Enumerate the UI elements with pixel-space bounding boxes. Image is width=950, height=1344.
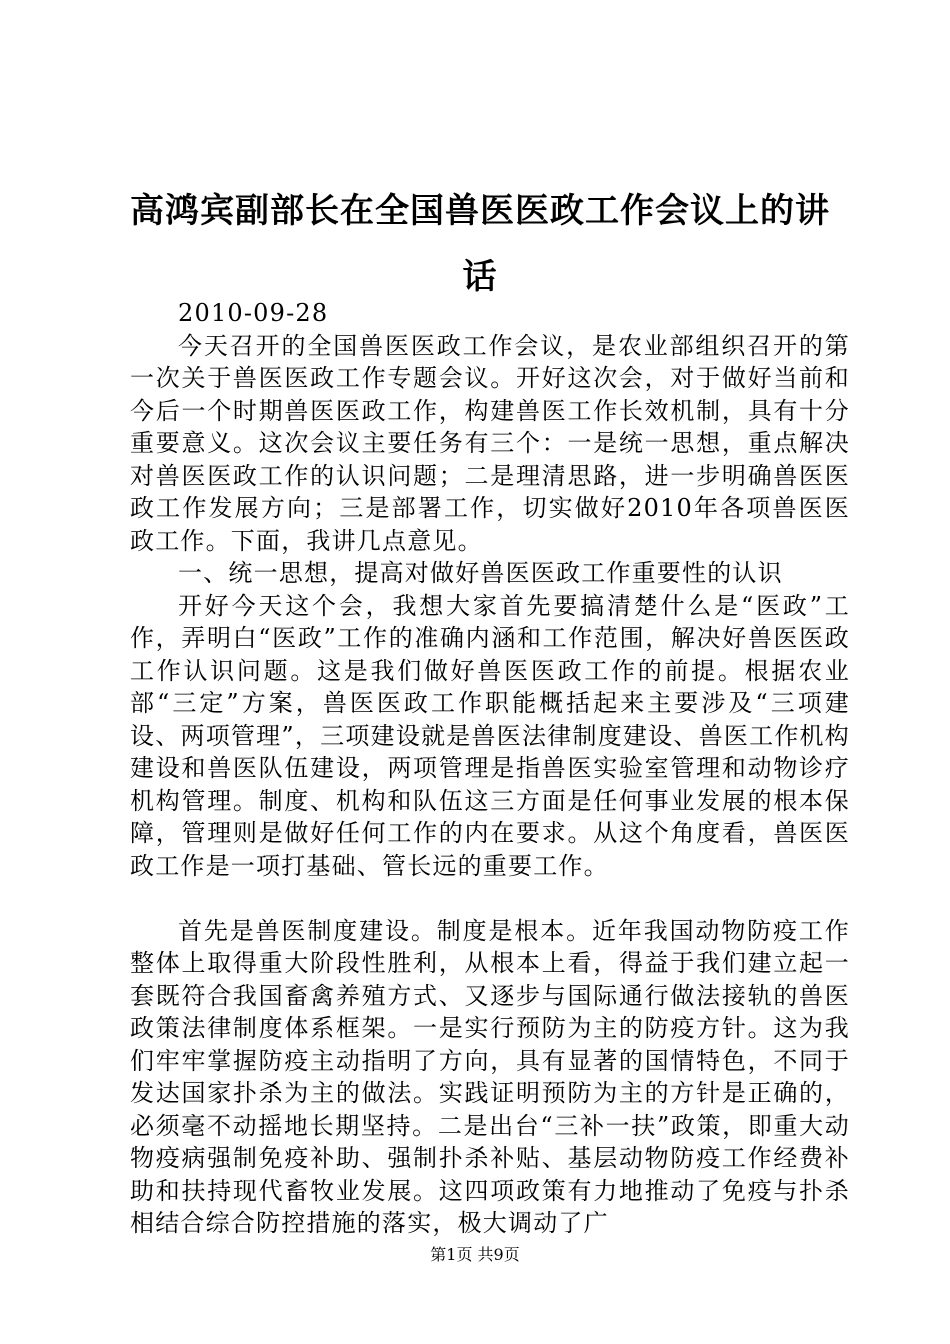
page-footer: 第1页 共9页 xyxy=(430,1245,520,1264)
section-heading-1: 一、统一思想，提高对做好兽医医政工作重要性的认识 xyxy=(178,559,783,587)
paragraph-section-1: 开好今天这个会，我想大家首先要搞清楚什么是“医政”工作，弄明白“医政”工作的准确内涵和工作范围，解决好兽医医政工作认识问题。这是我们做好兽医医政工作的前提。根据农业部“三定”方案，兽医医政工作职能概括起来主要涉及“三项建设、两项管理”，三项建设就是兽医法律制度建设、兽医工作机构建设和兽医队伍建设，两项管理是指兽医实验室管理和动物诊疗机构管理。制度、机构和队伍这三方面是任何事业发展的根本保障，管理则是做好任何工作的内在要求。从这个角度看，兽医医政工作是一项打基础、管长远的重要工作。 xyxy=(130,591,850,880)
document-date: 2010-09-28 xyxy=(178,299,329,327)
document-title: 高鸿宾副部长在全国兽医医政工作会议上的讲话 xyxy=(130,191,830,297)
document-body xyxy=(130,297,850,1240)
paragraph-institution-building: 首先是兽医制度建设。制度是根本。近年我国动物防疫工作整体上取得重大阶段性胜利，从根本上看，得益于我们建立起一套既符合我国畜禽养殖方式、又逐步与国际通行做法接轨的兽医政策法律制度体系框架。一是实行预防为主的防疫方针。这为我们牢牢掌握防疫主动指明了方向，具有显著的国情特色，不同于发达国家扑杀为主的做法。实践证明预防为主的方针是正确的，必须毫不动摇地长期坚持。二是出台“三补一扶”政策，即重大动物疫病强制免疫补助、强制扑杀补贴、基层动物防疫工作经费补助和扶持现代畜牧业发展。这四项政策有力地推动了免疫与扑杀相结合综合防控措施的落实，极大调动了广 xyxy=(130,916,850,1237)
paragraph-intro: 今天召开的全国兽医医政工作会议，是农业部组织召开的第一次关于兽医医政工作专题会议。开好这次会，对于做好当前和今后一个时期兽医医政工作，构建兽医工作长效机制，具有十分重要意义。这次会议主要任务有三个：一是统一思想，重点解决对兽医医政工作的认识问题；二是理清思路，进一步明确兽医医政工作发展方向；三是部署工作，切实做好2010年各项兽医医政工作。下面，我讲几点意见。 xyxy=(130,331,850,555)
